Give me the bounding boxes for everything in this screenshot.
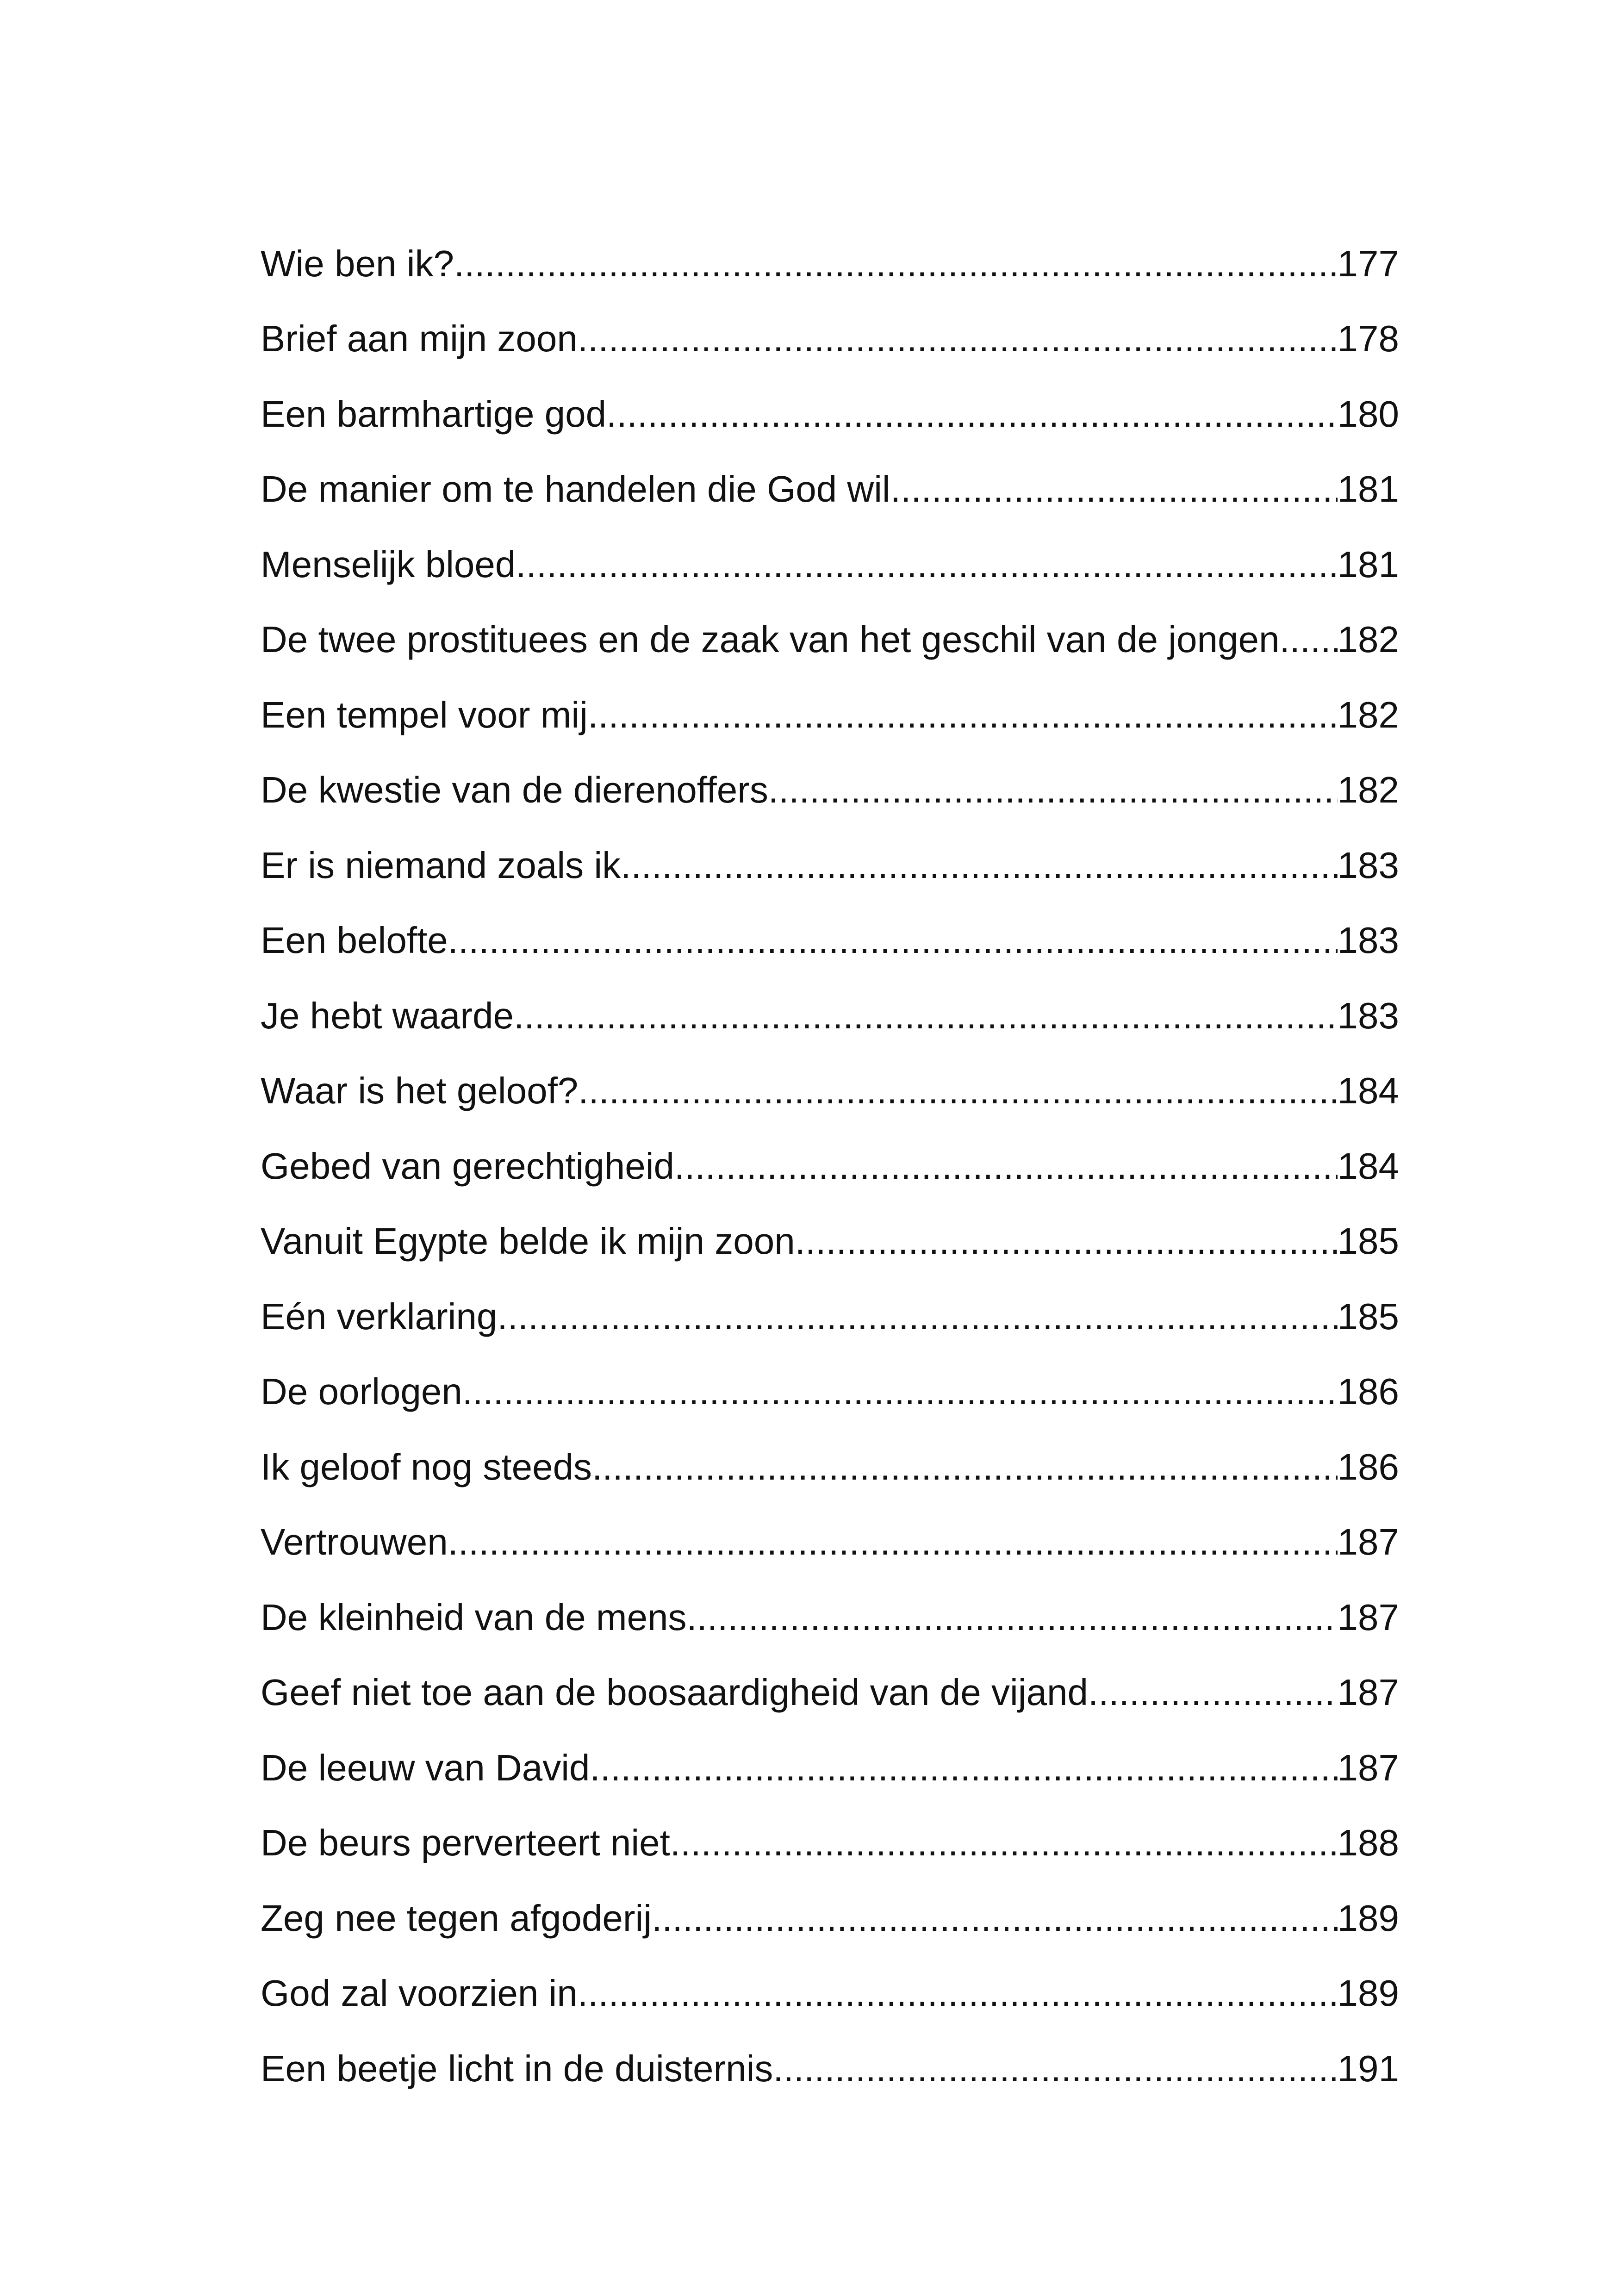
toc-leader: [606, 392, 1337, 436]
toc-leader: [768, 768, 1338, 812]
toc-entry-title: Vanuit Egypte belde ik mijn zoon: [261, 1220, 795, 1262]
toc-entry-title: Een barmhartige god: [261, 393, 607, 435]
toc-entry-title: Geef niet toe aan de boosaardigheid van de vijand: [261, 1672, 1089, 1713]
toc-entry-title: De kwestie van de dierenoffers: [261, 769, 768, 810]
toc-entry-page: 178: [1337, 318, 1399, 359]
toc-entry-title: Een belofte: [261, 920, 448, 961]
toc-leader: [674, 1144, 1338, 1188]
toc-entry-title: Brief aan mijn zoon: [261, 318, 578, 359]
toc-entry-title: De kleinheid van de mens: [261, 1596, 687, 1638]
toc-leader: [621, 843, 1337, 888]
toc-entry: [261, 286, 1399, 361]
toc-entry-page: 187: [1337, 1672, 1399, 1713]
toc-entry-title: Ik geloof nog steeds: [261, 1446, 592, 1487]
toc-entry: [261, 1790, 1399, 1866]
toc-entry-page: 182: [1337, 769, 1399, 810]
toc-entry-page: 184: [1337, 1145, 1399, 1187]
toc-entry-page: 187: [1337, 1747, 1399, 1788]
toc-entry: [261, 511, 1399, 587]
toc-entry-title: Vertrouwen: [261, 1521, 448, 1562]
toc-leader: [652, 1896, 1337, 1941]
toc-entry: [261, 1640, 1399, 1715]
toc-entry-page: 183: [1337, 995, 1399, 1036]
toc-entry: [261, 587, 1399, 662]
toc-entry: [261, 963, 1399, 1038]
toc-entry-page: 185: [1337, 1220, 1399, 1262]
toc-leader: [1279, 617, 1337, 662]
toc-entry: [261, 1715, 1399, 1790]
toc-leader: [497, 1294, 1337, 1339]
toc-entry: [261, 1188, 1399, 1264]
toc-leader: [890, 467, 1338, 511]
toc-leader: [448, 1520, 1338, 1564]
toc-entry-title: De leeuw van David: [261, 1747, 590, 1788]
toc-leader: [578, 317, 1338, 361]
toc-leader: [462, 1369, 1338, 1414]
toc-entry-page: 191: [1337, 2047, 1399, 2089]
toc-entry-page: 182: [1337, 619, 1399, 660]
toc-entry-title: Gebed van gerechtigheid: [261, 1145, 674, 1187]
toc-entry-title: Je hebt waarde: [261, 995, 514, 1036]
toc-entry: [261, 361, 1399, 436]
toc-entry: [261, 737, 1399, 813]
toc-entry: [261, 812, 1399, 888]
toc-entry-page: 185: [1337, 1295, 1399, 1337]
toc-entry: [261, 211, 1399, 286]
toc-leader: [578, 1069, 1337, 1113]
toc-entry: [261, 1038, 1399, 1114]
toc-leader: [670, 1821, 1338, 1865]
toc-entry: [261, 1564, 1399, 1640]
toc-entry-page: 181: [1337, 543, 1399, 585]
toc-entry: [261, 436, 1399, 512]
toc-leader: [687, 1595, 1338, 1640]
toc-entry: [261, 1263, 1399, 1339]
toc-entry-page: 180: [1337, 393, 1399, 435]
toc-leader: [448, 918, 1338, 963]
toc-entry-title: Een tempel voor mij: [261, 694, 588, 735]
toc-leader: [588, 693, 1338, 737]
toc-entry-title: Waar is het geloof?: [261, 1070, 579, 1111]
toc-entry-title: Menselijk bloed: [261, 543, 516, 585]
toc-leader: [578, 1971, 1338, 2016]
toc-entry-title: De oorlogen: [261, 1371, 462, 1412]
toc-entry: [261, 1941, 1399, 2016]
toc-entry-page: 189: [1337, 1972, 1399, 2014]
toc-entry-title: Eén verklaring: [261, 1295, 498, 1337]
toc-entry-page: 181: [1337, 468, 1399, 510]
toc-entry-title: God zal voorzien in: [261, 1972, 578, 2014]
toc-entry-page: 177: [1337, 243, 1399, 284]
toc-leader: [516, 542, 1337, 587]
toc-leader: [590, 1746, 1337, 1790]
toc-entry: [261, 2016, 1399, 2091]
toc-entry-title: Er is niemand zoals ik: [261, 844, 621, 886]
toc-entry-title: Zeg nee tegen afgoderij: [261, 1897, 652, 1939]
toc-entry: [261, 888, 1399, 963]
toc-leader: [592, 1445, 1337, 1489]
toc-entry-page: 189: [1337, 1897, 1399, 1939]
toc-entry-page: 186: [1337, 1371, 1399, 1412]
toc-entry-page: 183: [1337, 844, 1399, 886]
toc-entry: [261, 662, 1399, 737]
toc-leader: [773, 2047, 1337, 2091]
toc-entry-page: 184: [1337, 1070, 1399, 1111]
toc-leader: [1088, 1670, 1338, 1715]
toc-entry-title: De beurs perverteert niet: [261, 1822, 670, 1863]
toc-entry: [261, 1865, 1399, 1941]
toc-entry-page: 187: [1337, 1596, 1399, 1638]
toc-leader: [454, 242, 1338, 286]
toc-entry-title: Wie ben ik?: [261, 243, 454, 284]
toc-entry: [261, 1339, 1399, 1414]
toc-entry-title: De twee prostituees en de zaak van het geschil van de jongen: [261, 619, 1280, 660]
toc-entry-title: Een beetje licht in de duisternis: [261, 2047, 773, 2089]
toc-leader: [795, 1219, 1338, 1263]
toc-entry: [261, 1414, 1399, 1489]
toc-entry-page: 182: [1337, 694, 1399, 735]
toc-entry-page: 183: [1337, 920, 1399, 961]
toc-entry: [261, 1113, 1399, 1188]
toc-leader: [514, 994, 1337, 1038]
toc-entry: [261, 1489, 1399, 1565]
table-of-contents: [261, 211, 1399, 2091]
toc-entry-page: 187: [1337, 1521, 1399, 1562]
toc-entry-page: 188: [1337, 1822, 1399, 1863]
toc-entry-page: 186: [1337, 1446, 1399, 1487]
toc-entry-title: De manier om te handelen die God wil: [261, 468, 890, 510]
